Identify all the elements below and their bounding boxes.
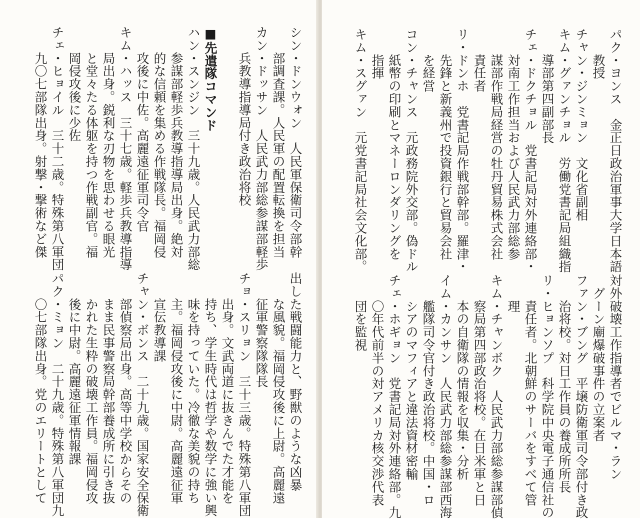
text-line: チョ・スリョン 三十三歳。特殊第八軍団 [237,272,252,518]
text-line: 紙幣の印刷とマネーロンダリングを [387,28,402,261]
text-line: チェ・ホギョン 党書記局対外連絡部。九 [387,274,402,519]
text-line: コン・チャンス 元政務院外交部。偽ドル [404,28,419,274]
text-line: 先鋒と新義州で投資銀行と貿易会社 [438,28,453,261]
text-line: ■先遣隊コマンド [203,26,218,132]
text-line: チェ・ドクチョル 党書記局対外連絡部・ [523,28,538,274]
text-line: 宣伝教導課 [152,272,167,363]
text-line: 察局第四部政治将校。在日米軍と日 [472,274,487,507]
text-line: カン・ドッサン 人民武力部総参謀部軽歩 [254,26,269,272]
text-line: 出した戦闘能力と、野獣のような凶暴 [288,272,303,492]
text-line: シアのマフィアと違法資材密輸 [404,274,419,481]
text-line: 教授 [591,28,606,80]
text-line: 局出身。鋭利な刃物を思わせる眼光 [101,26,116,259]
text-line: 責任者 [472,28,487,93]
text-line: シン・ドンウォン 人民軍保衛司令部幹 [288,26,303,259]
text-line: かれた生粋の破壊工作員。福岡侵攻 [84,272,99,505]
text-line: 攻後に中佐。高麗遠征軍司令官 [135,26,150,233]
text-line: 謀部作戦局経営の牡丹貿易株式会社 [489,28,504,261]
text-line: 導部第四副部長 [540,28,555,145]
text-line: ハン・スンジン 三十九歳。人民武力部総 [186,26,201,272]
left-page [0,0,318,518]
text-line: リ・ドンホ 党書記局作戦部幹部。羅津・ [455,28,470,274]
text-line: キム・チャンボク 人民武力部総参謀部偵 [489,274,504,519]
text-line: 対外破壊工作指導者でビルマ・ラン [608,274,623,481]
text-line [219,26,236,256]
text-line: チャン・ボンス 二十九歳。国家安全保衛 [135,272,150,518]
text-line: 本の自衛隊の情報を収集・分析 [455,274,470,481]
text-line: 〇年代前半の対アメリカ核交渉代表 [370,274,385,507]
text-line: ファン・ブング 平壌防衛軍司令部付き政 [574,274,589,519]
text-line: リ・ヒョンソプ 科学院中央電子通信社の [540,274,555,519]
text-line: 兵教導指導局付き政治将校 [237,26,252,207]
text-line: 指揮 [370,28,385,80]
text-line: 主。福岡侵攻後に中尉。高麗遠征軍 [169,272,184,505]
text-line: 団を監視 [353,274,368,352]
text-line: 治将校。対日工作員の養成所所長 [557,274,572,494]
text-line: 〇七部隊出身。党のエリートとして [33,272,48,505]
text-line: チャン・ジンミョン 文化省副相 [574,28,589,222]
text-line: キム・ハッス 三十七歳。軽歩兵教導指導 [118,26,133,272]
text-line: 持ち、学生時代は哲学や数学に強い興 [203,272,218,518]
text-line: まま民事警察局幹部養成所に引き抜 [101,272,116,505]
text-line: 部調査課。人民軍の配置転換を担当 [271,26,286,259]
text-line: 九〇七部隊出身。射撃・撃術など傑 [33,26,48,259]
text-line: キム・スグァン 元党書記局社会文化部。 [353,28,368,274]
text-line: 対南工作担当および人民武力部総参 [506,28,521,261]
text-line: キム・グァンチョル 労働党書記局組織指 [557,28,572,274]
text-line: 理 [506,274,521,313]
text-line: 征軍警察隊隊長 [254,272,269,389]
text-line: 参謀部軽歩兵教導指導局出身。絶対 [169,26,184,259]
text-line: 岡侵攻後に少佐 [67,26,82,143]
text-line: イム・カンサン 人民武力部総参謀部西海 [438,274,453,519]
right-page-bottom-text [352,274,624,519]
text-line: 的な信頼を集める作戦隊長。福岡侵 [152,26,167,259]
text-line: 責任者。北朝鮮のサーバをすべて管 [523,274,538,507]
text-line: 艦隊司令官付き政治将校。中国・ロ [421,274,436,507]
text-line: チェ・ヒョイル 三十二歳。特殊第八軍団 [50,26,65,272]
text-line: 味を持っていた。冷徹な美貌の持ち [186,272,201,505]
text-line: グーン廟爆破事件の立案者 [591,274,606,442]
text-line: 部偵察局出身。高等中学校からその [118,272,133,505]
text-line: 出身。文武両道に抜きんでた才能を [220,272,235,505]
text-line: パク・ミョン 二十九歳。特殊第八軍団九 [50,272,65,518]
left-page-top-text [32,26,304,272]
left-page-bottom-text [32,272,304,518]
text-line: と堂々たる体躯を持つ作戦副官。福 [84,26,99,259]
text-line: 後に中尉。高麗遠征軍情報課 [67,272,82,466]
right-page-top-text [352,28,624,274]
text-line: を経営 [421,28,436,93]
right-page [322,0,640,518]
text-line: な風貌。福岡侵攻後に上尉。高麗遠 [271,272,286,505]
text-line: パク・ヨンス 金正日政治軍事大学日本語 [608,28,623,274]
